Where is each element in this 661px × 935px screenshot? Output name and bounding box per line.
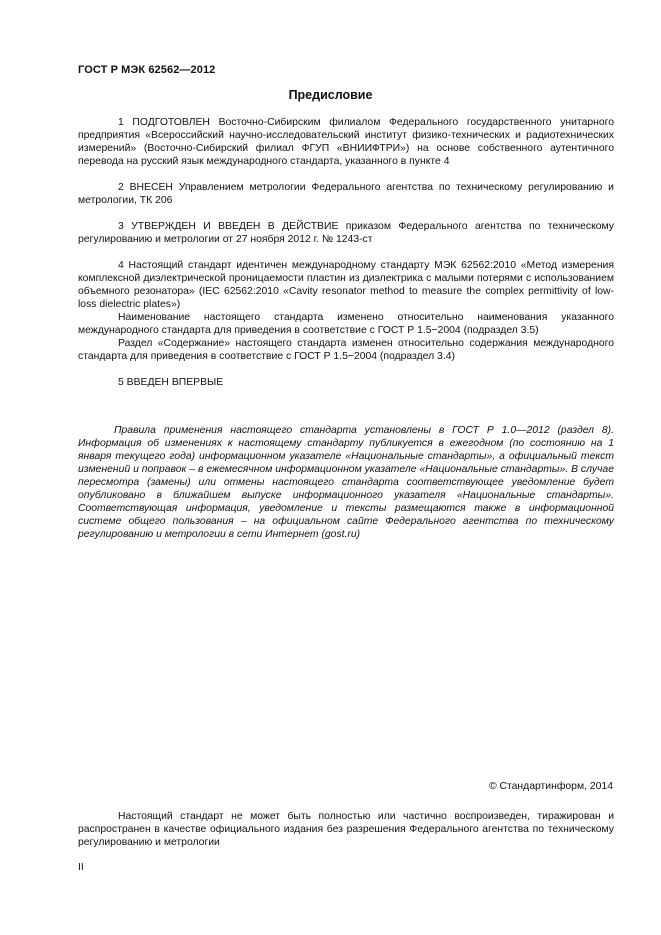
copyright: © Стандартинформ, 2014: [488, 781, 613, 792]
document-code: ГОСТ Р МЭК 62562—2012: [78, 64, 216, 76]
reprint-notice: Настоящий стандарт не может быть полностью или частично воспроизведен, тиражирован и распространен в качестве официального издания без разрешения Федерального агентства по техническому регулированию и метрологии: [78, 811, 614, 848]
page-title: Предисловие: [288, 88, 373, 102]
section-paragraph: Наименование настоящего стандарта изменено относительно наименования указанного международного стандарта для приведения в соответствие с ГОСТ Р 1.5−2004 (подраздел 3.5): [78, 312, 614, 336]
foreword-sections: [78, 116, 614, 389]
page-number: II: [78, 862, 84, 873]
section-4: [78, 259, 614, 363]
section-1: [78, 116, 614, 168]
section-paragraph: 2 ВНЕСЕН Управлением метрологии Федерального агентства по техническому регулированию и метрологии, ТК 206: [78, 182, 614, 206]
section-paragraph: 4 Настоящий стандарт идентичен международному стандарту МЭК 62562:2010 «Метод измерения комплексной диэлектрической проницаемости пластин из диэлектрика с малыми потерями с использованием объемного резонатора» (IEC 62562:2010 «Cavity resonator method to measure the complex permittivity of low-loss dielectric plates»): [78, 260, 614, 310]
section-2: [78, 181, 614, 207]
application-rules-notice: Правила применения настоящего стандарта установлены в ГОСТ Р 1.0—2012 (раздел 8). Информация об изменениях к настоящему стандарту публикуется в ежегодном (по состоянию на 1 января текущего года) информационном указателе «Национальные стандарты», а официальный текст изменений и поправок – в ежемесячном информационном указателе «Национальные стандарты». В случае пересмотра (замены) или отмены настоящего стандарта соответствующее уведомление будет опубликовано в ближайшем выпуске информационного указателя «Национальные стандарты». Соответствующая информация, уведомление и тексты размещаются также в информационной системе общего пользования – на официальном сайте Федерального агентства по техническому регулированию и метрологии в сети Интернет (gost.ru): [78, 425, 614, 540]
section-5: [78, 376, 614, 389]
section-paragraph: 1 ПОДГОТОВЛЕН Восточно-Сибирским филиалом Федерального государственного унитарного предприятия «Всероссийский научно-исследовательский институт физико-технических и радиотехнических измерений» (Восточно-Сибирский филиал ФГУП «ВНИИФТРИ») на основе собственного аутентичного перевода на русский язык международного стандарта, указанного в пункте 4: [78, 117, 614, 167]
section-paragraph: Раздел «Содержание» настоящего стандарта изменен относительно содержания международного стандарта для приведения в соответствие с ГОСТ Р 1.5−2004 (подраздел 3.4): [78, 338, 614, 362]
section-3: [78, 220, 614, 246]
section-paragraph: 5 ВВЕДЕН ВПЕРВЫЕ: [118, 377, 224, 388]
section-paragraph: 3 УТВЕРЖДЕН И ВВЕДЕН В ДЕЙСТВИЕ приказом Федерального агентства по техническому регулированию и метрологии от 27 ноября 2012 г. № 1243-ст: [78, 221, 614, 245]
